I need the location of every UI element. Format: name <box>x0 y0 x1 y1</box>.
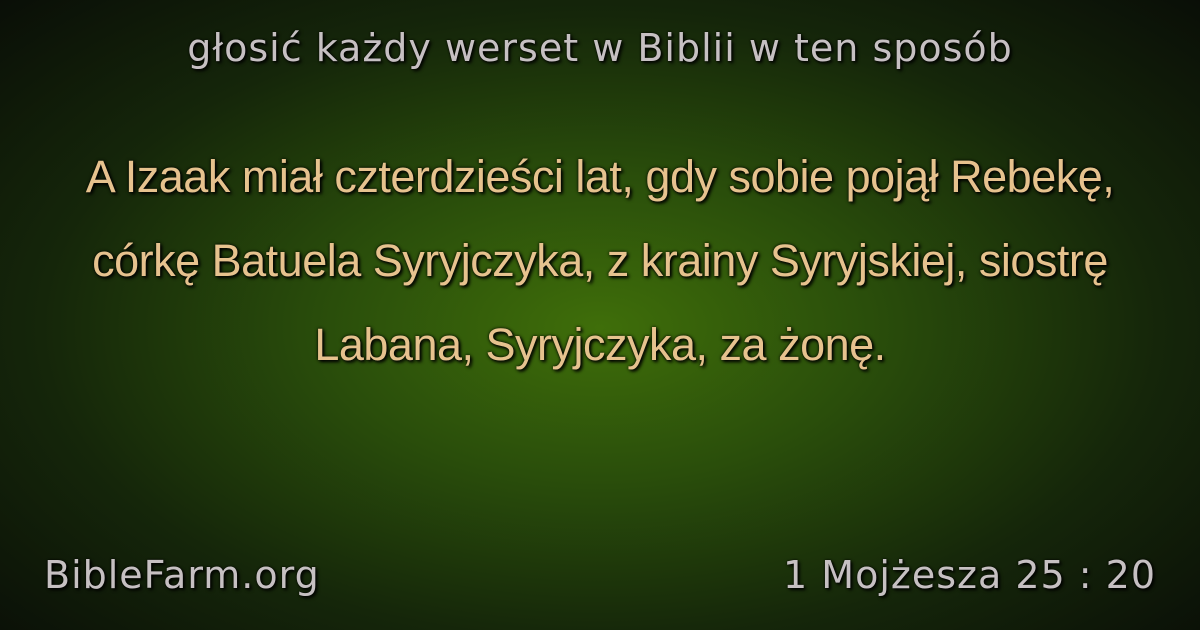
verse-reference: 1 Mojżesza 25 : 20 <box>783 553 1156 597</box>
verse-text: A Izaak miał czterdzieści lat, gdy sobie pojął Rebekę, córkę Batuela Syryjczyka, z krainy Syryjskiej, siostrę Labana, Syryjczyka, za żonę. <box>85 151 1115 370</box>
header-tagline: głosić każdy werset w Biblii w ten sposób <box>187 26 1013 70</box>
site-name: BibleFarm.org <box>44 553 320 597</box>
